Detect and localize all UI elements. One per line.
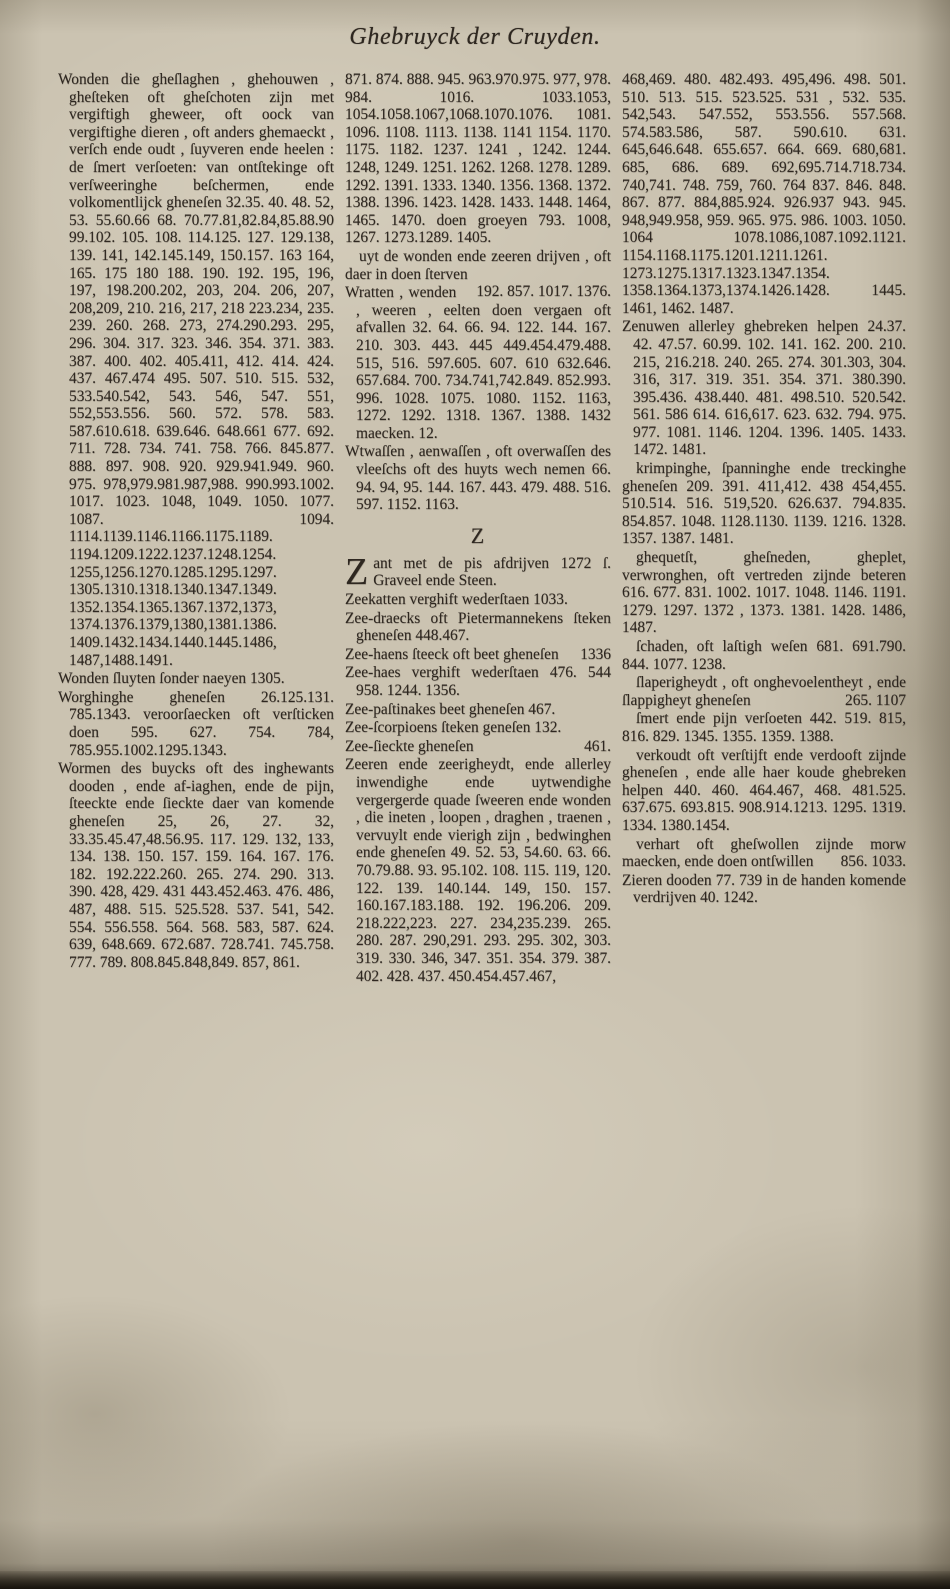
drop-cap: Z [345,550,369,593]
index-column-2 [345,71,611,986]
index-entry: Zenuwen allerley ghebreken helpen 24.37. 42. 47.57. 60.99. 102. 141. 162. 200. 210. 215, 216.218. 240. 265. 274. 301.303, 304. 316, 317. 319. 351. 354. 371. 380.390. 395.436. 438.440. 481. 498.510. 520.542. 561. 586 614. 616,617. 623. 632. 794. 975. 977. 1081. 1146. 1204. 1396. 1405. 1433. 1472. 1481. [622,318,906,459]
running-title: Ghebruyck der Cruyden. [349,24,601,50]
index-entry: Wratten , wenden , weeren , eelten doen vergaen oft afvallen 32. 64. 66. 94. 122. 144. 167. 210. 303. 443. 445 449.454.479.488. 515, 516. 597.605. 607. 610 632.646. 657.684. 700. 734.741,742.849. 852.993. 996. 1028. 1075. 1080. 1152. 1163, 1272. 1292. 1318. 1367. 1388. 1432 maecken. 12. [345,284,611,442]
index-entry: uyt de wonden ende zeeren drijven , oft daer in doen ſterven 192. 857. 1017. 1376. [345,247,611,301]
section-letter: Z [470,522,486,548]
page-number-reference: 856. 1033. [840,853,906,871]
index-columns [58,71,906,986]
index-entry: verkoudt oft verſtijft ende verdooft zijnde gheneſen , ende alle haer koude ghebreken helpen 440. 460. 464.467, 468. 481.525. 637.675. 693.815. 908.914.1213. 1295. 1319. 1334. 1380.1454. [622,746,906,834]
index-entry: Wonden die gheſlaghen , ghehouwen , gheſteken oft gheſchoten zijn met vergiftigh gheweer, oft oock van vergiftighe dieren , oft anders ghemaeckt , verſch ende oudt , ſuyveren ende heelen : de ſmert verſoeten: van ontſtekinge oft verſweeringhe beſchermen, ende volkomentlijck gheneſen 32.35. 40. 48. 52, 53. 55.60.66 68. 70.77.81,82.84,85.88.90 99.102. 105. 108. 114.125. 127. 129.138, 139. 141, 142.145.149, 150.157. 163 164, 165. 175 180 188. 190. 192. 195, 196, 197, 198.200.202, 203, 204. 206, 207, 208,209, 210. 216, 217, 218 223.234, 235. 239. 260. 268. 273, 274.290.293. 295, 296. 304. 317. 323. 346. 354. 371. 383. 387. 400. 402. 405.411, 412. 414. 424. 437. 467.474 495. 507. 510. 515. 532, 533.540.542, 543. 546, 547. 551, 552,553.556. 560. 572. 578. 583. 587.610.618. 639.646. 648.661 677. 692. 711. 728. 734. 741. 758. 766. 845.877. 888. 897. 908. 920. 929.941.949. 960. 975. 978,979.981.987,988. 990.993.1002. 1017. 1023. 1048, 1049. 1050. 1077. 1087. 1094. 1114.1139.1146.1166.1175.1189. 1194.1209.1222.1237.1248.1254. 1255,1256.1270.1285.1295.1297. 1305.1310.1318.1340.1347.1349. 1352.1354.1365.1367.1372,1373, 1374.1376.1379,1380,1381.1386. 1409.1432.1434.1440.1445.1486, 1487,1488.1491. [58,71,334,669]
index-entry: ſchaden, oft laſtigh weſen 681. 691.790. 844. 1077. 1238. [622,638,906,673]
index-entry: ſmert ende pijn verſoeten 442. 519. 815, 816. 829. 1345. 1355. 1359. 1388. [622,710,906,745]
index-entry: Zee-ſcorpioens ſteken geneſen 132. [345,719,562,737]
index-column-1 [58,71,334,972]
index-entry: 871. 874. 888. 945. 963.970.975. 977, 978. 984. 1016. 1033.1053, 1054.1058.1067,1068.1070.1076. 1081. 1096. 1108. 1113. 1138. 1141 1154. 1170. 1175. 1182. 1237. 1241 , 1242. 1244. 1248, 1249. 1251. 1262. 1268. 1278. 1289. 1292. 1391. 1333. 1340. 1356. 1368. 1372. 1388. 1396. 1423. 1428. 1433. 1448. 1464, 1465. 1470. doen groeyen 793. 1008, 1267. 1273.1289. 1405. [345,71,611,247]
index-entry: Zee-ſieckte gheneſen 461. [345,737,611,755]
index-entry: Wonden ſluyten ſonder naeyen 1305. [58,670,285,688]
index-entry: verhart oft gheſwollen zijnde morw maecken, ende doen ontſwillen 856. 1033. [622,835,906,871]
index-entry: Zeeren ende zeerigheydt, ende allerley inwendighe ende uytwendighe vergergerde quade ſweeren ende wonden , die ineten , loopen , draghen , traenen , vervuylt ende vierigh zijn , bedwinghen ende gheneſen 49. 52. 53, 54.60. 63. 66. 70.79.88. 93. 95.102. 108. 115. 119, 120. 122. 139. 140.144. 149, 150. 157. 160.167.183.188. 192. 196.206. 209. 218.222,223. 227. 234,235.239. 265. 280. 287. 290,291. 293. 295. 302, 303. 319. 330. 346, 347. 351. 354. 379. 387. 402. 428. 437. 450.454.457.467, [345,756,611,985]
index-entry: Wtwaſſen , aenwaſſen , oft overwaſſen des vleeſchs oft des huyts wech nemen 66. 94. 94, 95. 144. 167. 443. 479. 488. 516. 597. 1152. 1163. [345,443,611,514]
index-entry: krimpinghe, ſpanninghe ende treckinghe gheneſen 209. 391. 411,412. 438 454,455. 510.514. 516. 519,520. 626.637. 794.835. 854.857. 1048. 1128.1130. 1139. 1216. 1328. 1357. 1387. 1481. [622,460,906,548]
page-number-reference: 265. 1107 [845,691,906,709]
index-entry: Zee-haes verghift wederſtaen 476. 544 958. 1244. 1356. [345,664,611,699]
index-entry: Zant met de pis afdrijven 1272 ſ. Graveel ende Steen. [345,550,611,593]
index-entry: ghequetſt, gheſneden, gheplet, verwronghen, oft vertreden zijnde beteren 616. 677. 831. 1002. 1017. 1048. 1146. 1191. 1279. 1297. 1372 , 1373. 1381. 1428. 1486, 1487. [622,549,906,637]
index-entry: Worghinghe gheneſen 26.125.131. 785.1343. veroorſaecken oft verſticken doen 595. 627. 754. 784, 785.955.1002.1295.1343. [58,688,334,759]
index-entry: Zieren dooden 77. 739 in de handen komende verdrijven 40. 1242. [622,871,906,907]
index-entry: Zee-draecks oft Pietermannekens ſteken gheneſen 448.467. [345,609,611,645]
page-number-reference: 1336 [580,645,611,663]
index-entry: Zeekatten verghift wederſtaen 1033. [345,591,568,609]
page-bottom-shadow [0,1571,950,1589]
index-entry: ſlaperigheydt , oft onghevoelentheyt , ende ſlappigheyt gheneſen 265. 1107 [622,674,906,709]
index-entry: Zee-paſtinakes beet gheneſen 467. [345,700,556,718]
index-entry: Wormen des buycks oft des inghewants dooden , ende af-iaghen, ende de pijn, ſteeckte ende ſieckte daer van komende gheneſen 25, 26, 27. 32, 33.35.45.47,48.56.95. 117. 129. 132, 133, 134. 138. 150. 157. 159. 164. 167. 176. 182. 192.222.260. 265. 274. 290. 313. 390. 428, 429. 431 443.452.463. 476. 486, 487, 488. 515. 525.528. 537. 541, 542. 554. 556.558. 564. 568. 583, 587. 624. 639, 648.669. 672.687. 728.741. 745.758. 777. 789. 808.845.848,849. 857, 861. [58,760,334,971]
index-column-3 [622,71,906,908]
page-number-reference: 461. [584,737,611,755]
page-number-reference: 192. 857. 1017. 1376. [476,283,611,301]
index-entry: 468,469. 480. 482.493. 495,496. 498. 501. 510. 513. 515. 523.525. 531 , 532. 535. 542,543. 547.552, 553.556. 557.568. 574.583.586, 587. 590.610. 631. 645,646.648. 655.657. 664. 669. 680,681. 685, 686. 689. 692,695.714.718.734. 740,741. 748. 759, 760. 764 837. 846. 848. 867. 877. 884,885.924. 926.937 943. 945. 948,949.958, 959. 965. 975. 986. 1003. 1050. 1064 1078.1086,1087.1092.1121. 1154.1168.1175.1201.1211.1261. 1273.1275.1317.1323.1347.1354. 1358.1364.1373,1374.1426.1428. 1445. 1461, 1462. 1487. [622,71,906,317]
index-entry: Zee-haens ſteeck oft beet gheneſen 1336 [345,645,611,663]
